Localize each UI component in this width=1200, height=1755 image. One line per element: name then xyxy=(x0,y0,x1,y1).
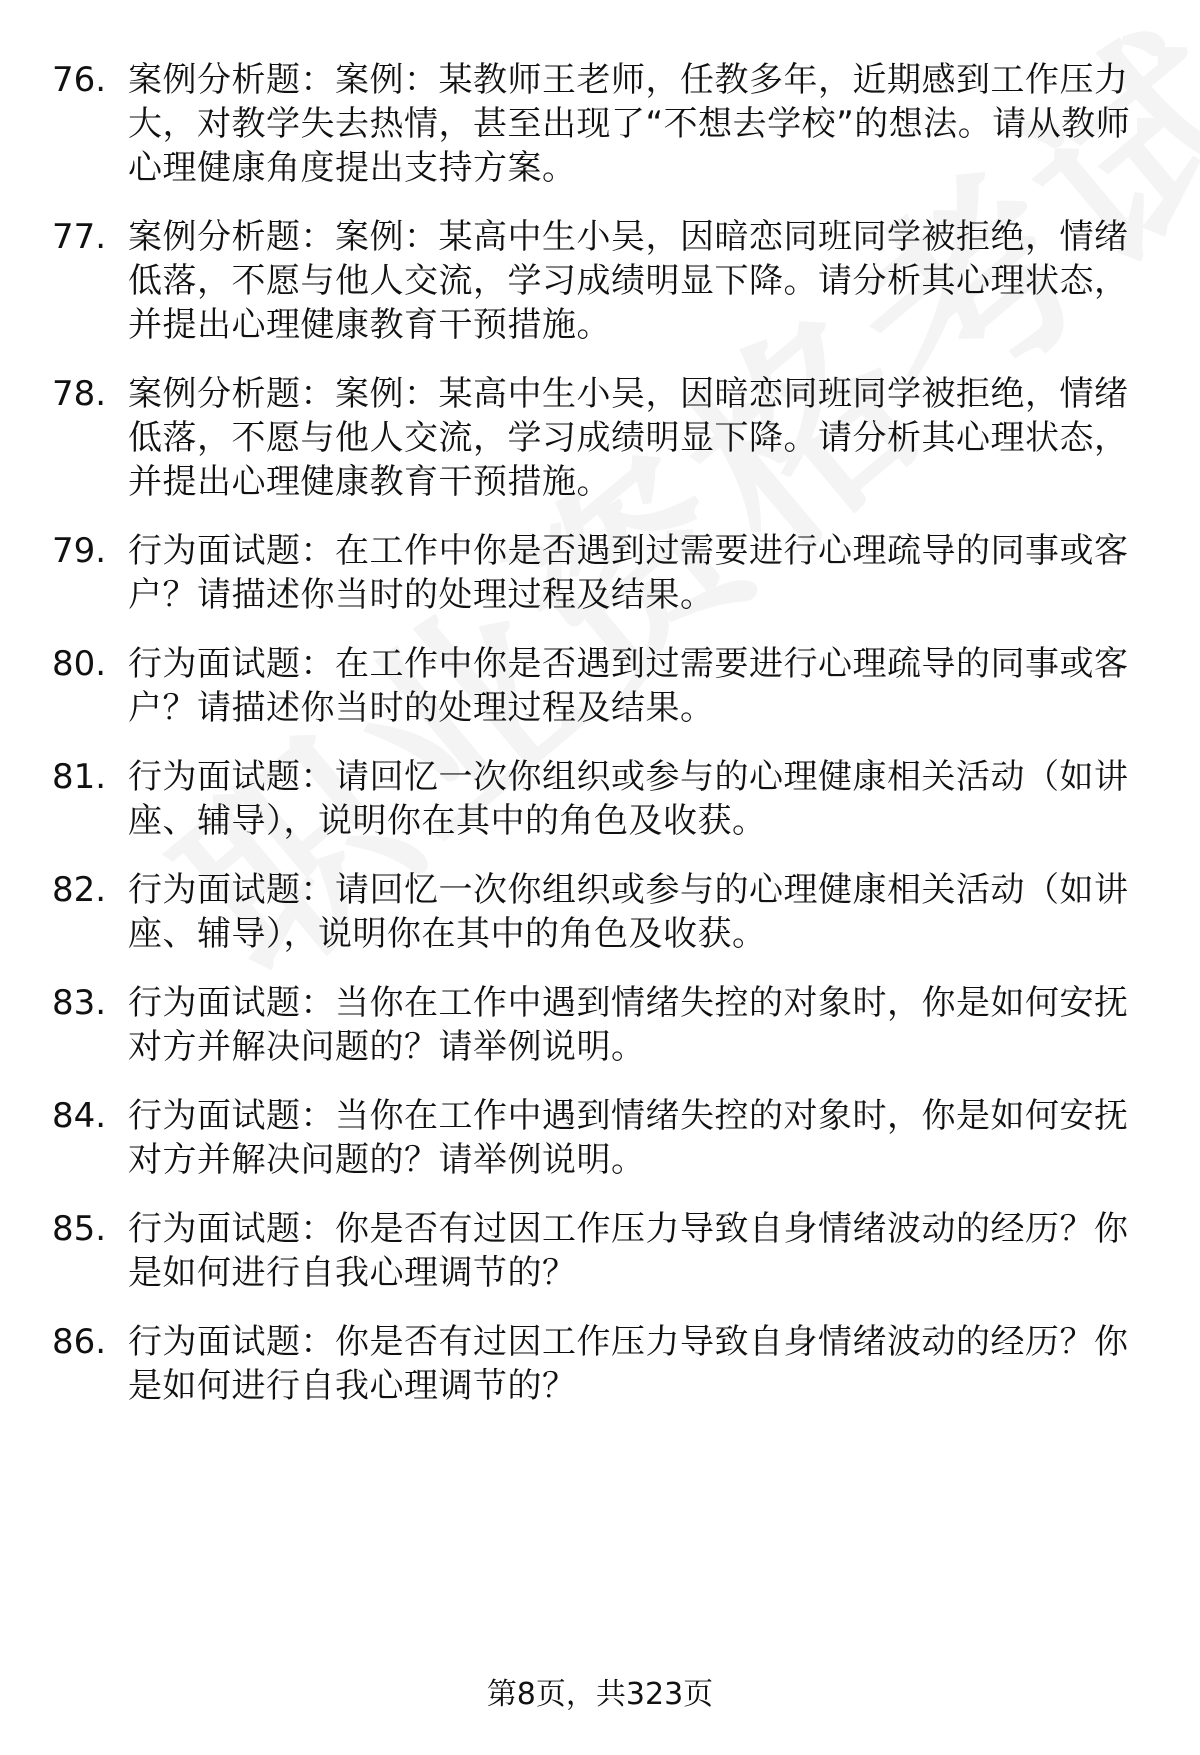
question-item xyxy=(0,755,1200,843)
question-item xyxy=(0,868,1200,956)
question-text: 行为面试题：当你在工作中遇到情绪失控的对象时，你是如何安抚对方并解决问题的？请举例说明。 xyxy=(128,983,1129,1067)
question-text: 行为面试题：在工作中你是否遇到过需要进行心理疏导的同事或客户？请描述你当时的处理过程及结果。 xyxy=(128,531,1129,615)
question-item xyxy=(0,529,1200,617)
question-text: 行为面试题：请回忆一次你组织或参与的心理健康相关活动（如讲座、辅导），说明你在其中的角色及收获。 xyxy=(128,870,1129,954)
question-text: 案例分析题：案例：某高中生小吴，因暗恋同班同学被拒绝，情绪低落，不愿与他人交流，学习成绩明显下降。请分析其心理状态，并提出心理健康教育干预措施。 xyxy=(128,374,1129,502)
question-number: 83. xyxy=(52,983,107,1023)
question-item xyxy=(0,1207,1200,1295)
question-text: 行为面试题：请回忆一次你组织或参与的心理健康相关活动（如讲座、辅导），说明你在其中的角色及收获。 xyxy=(128,757,1129,841)
question-number: 78. xyxy=(52,374,107,414)
question-number: 80. xyxy=(52,644,107,684)
question-item xyxy=(0,1320,1200,1408)
question-number: 86. xyxy=(52,1322,107,1362)
question-number: 82. xyxy=(52,870,107,910)
question-list xyxy=(0,58,1200,1433)
question-number: 79. xyxy=(52,531,107,571)
question-item xyxy=(0,215,1200,347)
question-text: 行为面试题：当你在工作中遇到情绪失控的对象时，你是如何安抚对方并解决问题的？请举例说明。 xyxy=(128,1096,1129,1180)
question-text: 行为面试题：在工作中你是否遇到过需要进行心理疏导的同事或客户？请描述你当时的处理过程及结果。 xyxy=(128,644,1129,728)
question-number: 84. xyxy=(52,1096,107,1136)
question-text: 案例分析题：案例：某高中生小吴，因暗恋同班同学被拒绝，情绪低落，不愿与他人交流，学习成绩明显下降。请分析其心理状态，并提出心理健康教育干预措施。 xyxy=(128,217,1129,345)
question-text: 行为面试题：你是否有过因工作压力导致自身情绪波动的经历？你是如何进行自我心理调节的？ xyxy=(128,1209,1129,1293)
question-number: 81. xyxy=(52,757,107,797)
question-item xyxy=(0,372,1200,504)
question-item xyxy=(0,981,1200,1069)
page-footer xyxy=(0,1675,1200,1715)
question-text: 案例分析题：案例：某教师王老师，任教多年，近期感到工作压力大，对教学失去热情，甚至出现了“不想去学校”的想法。请从教师心理健康角度提出支持方案。 xyxy=(128,60,1131,188)
question-number: 85. xyxy=(52,1209,107,1249)
question-item xyxy=(0,58,1200,190)
question-number: 76. xyxy=(52,60,107,100)
question-number: 77. xyxy=(52,217,107,257)
question-item xyxy=(0,1094,1200,1182)
page-number-label: 第8页，共323页 xyxy=(486,1677,714,1712)
question-item xyxy=(0,642,1200,730)
question-text: 行为面试题：你是否有过因工作压力导致自身情绪波动的经历？你是如何进行自我心理调节的？ xyxy=(128,1322,1129,1406)
